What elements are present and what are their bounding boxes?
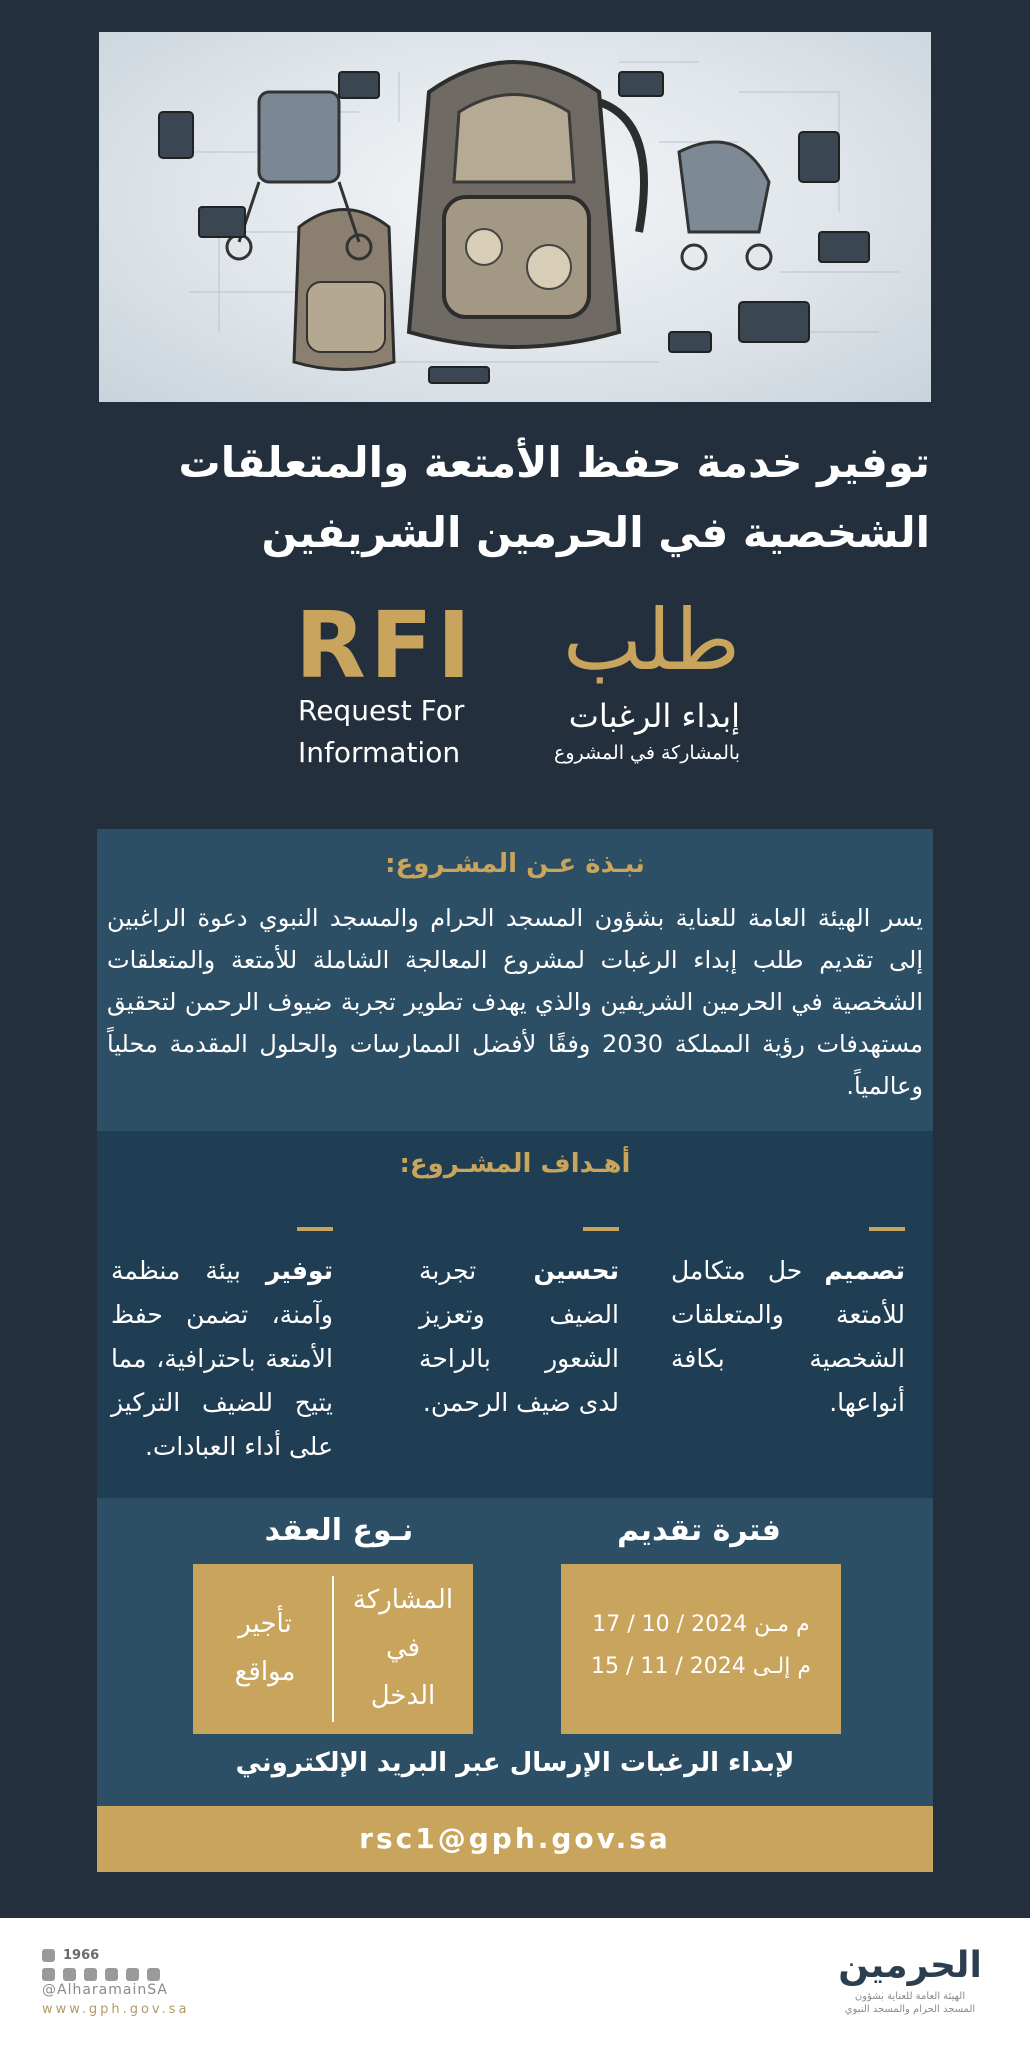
website-link[interactable]: www.gph.gov.sa [42,2002,190,2017]
contract-text: في [385,1633,421,1663]
contract-box [193,1564,473,1734]
logo-subtitle-2: المسجد الحرام والمسجد النبوي [844,2004,976,2015]
about-heading: نبـذة عـن المشـروع: [385,849,645,879]
title-line-2: الشخصية في الحرمين الشريفين [261,508,930,557]
goal-text: تجربة الضيف وتعزيز الشعور بالراحة لدى ضيف الرحمن. [419,1256,619,1417]
goal-text: حل متكامل للأمتعة والمتعلقات الشخصية بكافة أنواعها. [671,1256,905,1417]
contract-heading: نـوع العقد [264,1513,414,1548]
title-line-1: توفير خدمة حفظ الأمتعة والمتعلقات [178,438,930,487]
luggage-illustration [99,32,931,402]
footer [0,1918,1030,2048]
goal-keyword: تصميم [824,1256,905,1285]
phone-number: 1966 [63,1948,100,1963]
rfi-arabic-big: طلب [562,591,740,689]
goal-item [111,1227,333,1469]
period-to-date: 15 / 11 / 2024 م [590,1654,811,1679]
contract-option-revenue [343,1576,463,1720]
goal-keyword: توفير [265,1256,333,1285]
terms-section [97,1498,933,1806]
period-heading: فترة تقديم [617,1513,781,1548]
gold-dash [869,1227,905,1231]
backpack-icon [409,62,644,347]
snapchat-icon[interactable] [126,1968,139,1981]
goal-item [671,1227,905,1425]
youtube-icon[interactable] [105,1968,118,1981]
goal-keyword: تحسين [533,1256,619,1285]
period-from-label: مـن [754,1612,790,1637]
goals-heading: أهـداف المشـروع: [399,1149,631,1179]
rfi-abbreviation: RFI [295,592,475,699]
hero-image [99,32,931,402]
contract-text: تأجير [238,1609,292,1639]
page-title [90,428,930,568]
social-handle[interactable]: @AlharamainSA [42,1982,168,1998]
instagram-icon[interactable] [42,1968,55,1981]
contract-text: مواقع [234,1657,296,1687]
x-icon[interactable] [63,1968,76,1981]
linkedin-icon[interactable] [147,1968,160,1981]
about-text: يسر الهيئة العامة للعناية بشؤون المسجد الحرام والمسجد النبوي دعوة الراغبين إلى تقديم طلب إبداء الرغبات لمشروع المعالجة الشاملة للأمتعة والمتعلقات الشخصية في الحرمين الشريفين والذي يهدف تطوير تجربة ضيوف الرحمن لتحقيق مستهدفات رؤية المملكة 2030 وفقًا لأفضل الممارسات والحلول المقدمة محلياً وعالمياً. [107,904,923,1100]
period-from-date: 17 / 10 / 2024 م [592,1612,810,1637]
period-from [561,1612,841,1637]
goals-section [97,1131,933,1498]
gold-dash [297,1227,333,1231]
rfi-english-line-1: Request For [298,694,465,727]
rfi-arabic-mid: إبداء الرغبات [568,697,740,735]
logo-subtitle-1: الهيئة العامة للعناية بشؤون [854,1991,966,2002]
about-section [97,829,933,1131]
rfi-english-line-2: Information [298,736,461,769]
stroller-icon [679,142,771,269]
period-to-label: إلـى [752,1654,791,1679]
rfi-arabic-small: بالمشاركة في المشروع [554,742,740,764]
rfi-english-label [298,690,498,774]
contract-option-lease [205,1600,325,1696]
gold-dash [583,1227,619,1231]
goal-text: بيئة منظمة وآمنة، تضمن حفظ الأمتعة باحترافية، مما يتيح للضيف التركيز على أداء العبادات. [111,1256,333,1461]
contract-text: المشاركة [352,1585,454,1615]
small-backpack-icon [294,210,394,370]
contract-text: الدخل [370,1681,436,1711]
logo-word: الحرمين [838,1945,982,1986]
period-to [561,1654,841,1679]
goal-item [419,1227,619,1425]
facebook-icon[interactable] [84,1968,97,1981]
contract-divider [332,1576,334,1722]
footer-contacts [42,1946,282,2019]
email-instruction: لإبداء الرغبات الإرسال عبر البريد الإلكتروني [235,1748,795,1778]
alharamain-logo [830,1942,990,2016]
period-box [561,1564,841,1734]
phone-icon [42,1949,55,1962]
email-link[interactable]: rsc1@gph.gov.sa [97,1806,933,1872]
